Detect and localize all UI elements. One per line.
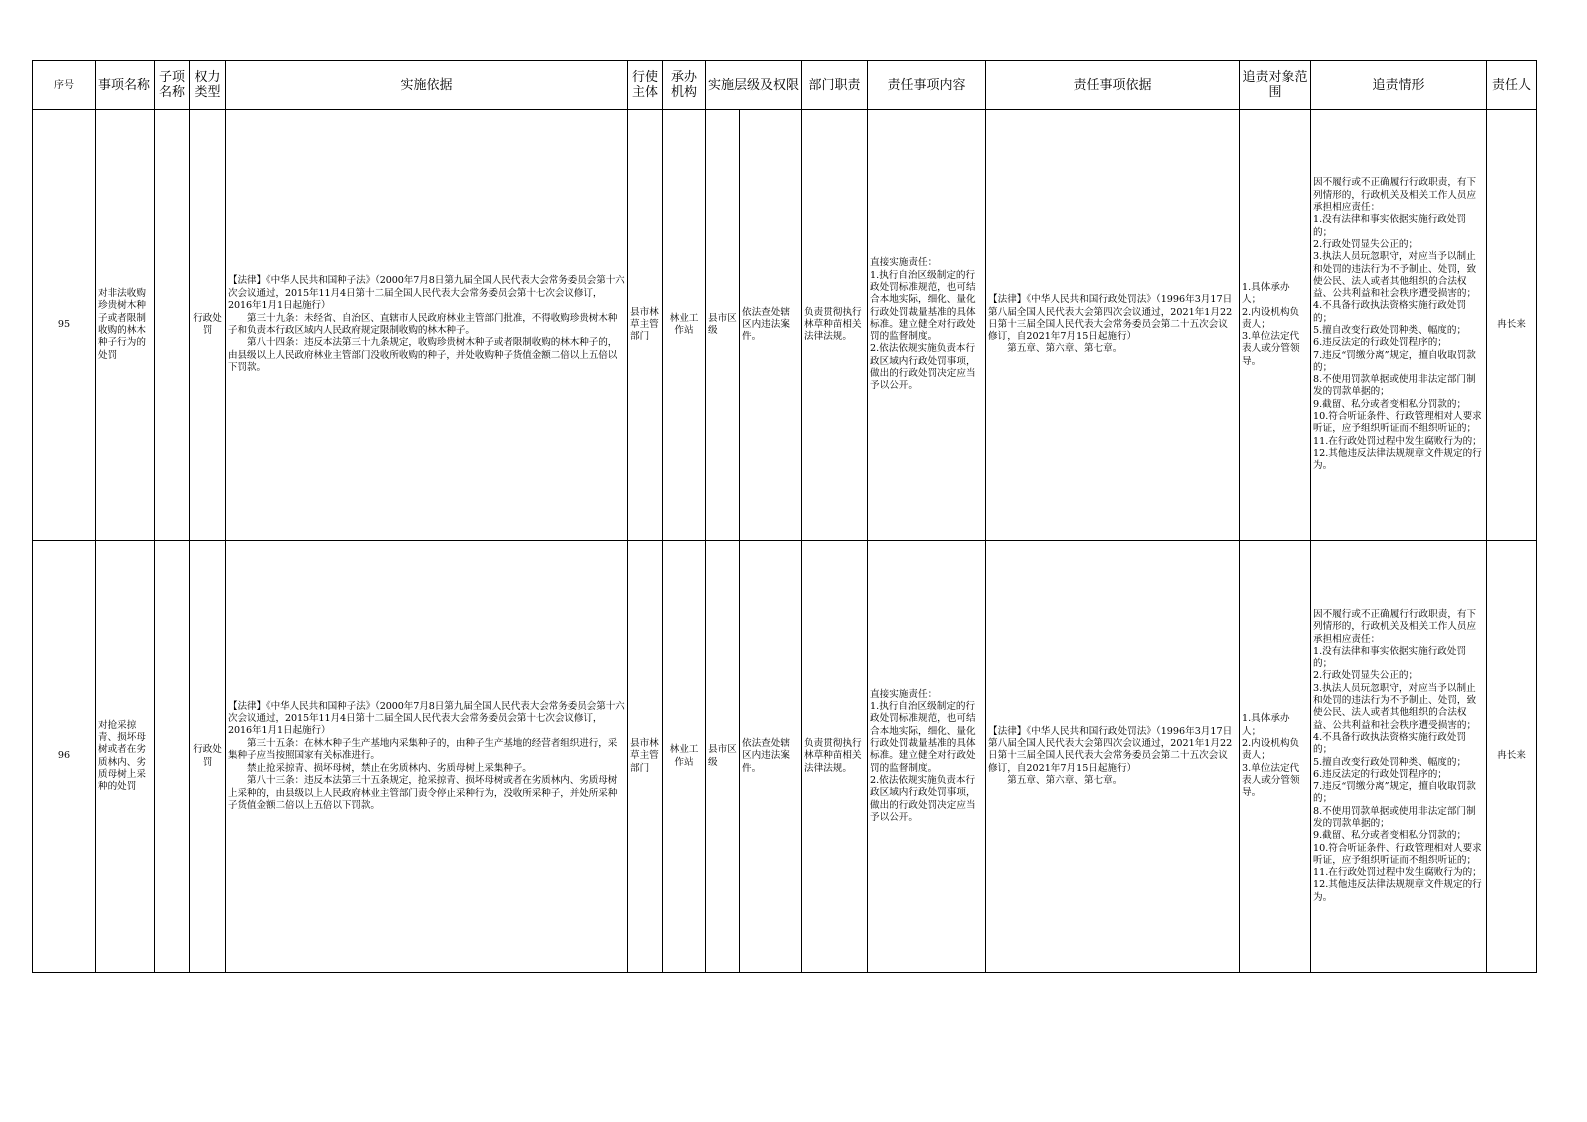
row-power-type: 行政处罚: [190, 541, 226, 973]
header-accountability: 追责情形: [1311, 61, 1487, 110]
row-accountability: 因不履行或不正确履行行政职责，有下列情形的，行政机关及相关工作人员应承担相应责任： 1.没有法律和事实依据实施行政处罚的； 2.行政处罚显失公正的； 3.执法人员玩忽职守，对应当予以制止和处罚的违法行为不予制止、处罚，致使公民、法人或者其他组织的合法权益、公共利益和社会秩序遭受损害的； 4.不具备行政执法资格实施行政处罚的； 5.擅自改变行政处罚种类、幅度的； 6.违反法定的行政处罚程序的； 7.违反“罚缴分离”规定，擅自收取罚款的； 8.不使用罚款单据或使用非法定部门制发的罚款单据的； 9.截留、私分或者变相私分罚款的； 10.符合听证条件、行政管理相对人要求听证，应予组织听证而不组织听证的； 11.在行政处罚过程中发生腐败行为的； 12.其他违反法律法规规章文件规定的行为。: [1311, 541, 1487, 973]
row-sub-item: [155, 541, 190, 973]
row-resp-basis: 【法律】《中华人民共和国行政处罚法》（1996年3月17日第八届全国人民代表大会第四次会议通过，2021年1月22日第十三届全国人民代表大会常务委员会第二十五次会议修订，自2021年7月15日起施行） 第五章、第六章、第七章。: [986, 541, 1240, 973]
row-accountable-scope: 1.具体承办人； 2.内设机构负责人； 3.单位法定代表人或分管领导。: [1240, 110, 1311, 541]
table-row: [33, 110, 1537, 541]
row-responsible-person: 冉长来: [1487, 541, 1537, 973]
header-resp-basis: 责任事项依据: [986, 61, 1240, 110]
row-subject: 县市林草主管部门: [628, 110, 663, 541]
header-resp-content: 责任事项内容: [868, 61, 986, 110]
row-resp-content: 直接实施责任： 1.执行自治区级制定的行政处罚标准规范，也可结合本地实际，细化、量化行政处罚裁量基准的具体标准。建立健全对行政处罚的监督制度。 2.依法依规实施负责本行政区域内行政处罚事项，做出的行政处罚决定应当予以公开。: [868, 110, 986, 541]
row-sub-item: [155, 110, 190, 541]
row-subject: 县市林草主管部门: [628, 541, 663, 973]
row-resp-content: 直接实施责任： 1.执行自治区级制定的行政处罚标准规范，也可结合本地实际，细化、量化行政处罚裁量基准的具体标准。建立健全对行政处罚的监督制度。 2.依法依规实施负责本行政区域内行政处罚事项，做出的行政处罚决定应当予以公开。: [868, 541, 986, 973]
table-row: [33, 541, 1537, 973]
row-agency: 林业工作站: [663, 110, 706, 541]
header-item-name: 事项名称: [96, 61, 155, 110]
header-accountable-scope: 追责对象范围: [1240, 61, 1311, 110]
row-item-name: 对抢采掠青、损坏母树或者在劣质林内、劣质母树上采种的处罚: [96, 541, 155, 973]
responsibility-table: [32, 60, 1537, 973]
row-responsible-person: 冉长来: [1487, 110, 1537, 541]
header-sub-item: 子项名称: [155, 61, 190, 110]
row-level-authority: 依法查处辖区内违法案件。: [740, 541, 802, 973]
row-power-type: 行政处罚: [190, 110, 226, 541]
header-index: 序号: [33, 61, 96, 110]
header-level: 实施层级及权限: [706, 61, 802, 110]
row-level: 县市区级: [706, 110, 740, 541]
header-agency: 承办机构: [663, 61, 706, 110]
row-agency: 林业工作站: [663, 541, 706, 973]
row-item-name: 对非法收购珍贵树木种子或者限制收购的林木种子行为的处罚: [96, 110, 155, 541]
header-row: [33, 61, 1537, 110]
row-resp-basis: 【法律】《中华人民共和国行政处罚法》（1996年3月17日第八届全国人民代表大会第四次会议通过，2021年1月22日第十三届全国人民代表大会常务委员会第二十五次会议修订，自2021年7月15日起施行） 第五章、第六章、第七章。: [986, 110, 1240, 541]
row-basis: 【法律】《中华人民共和国种子法》（2000年7月8日第九届全国人民代表大会常务委员会第十六次会议通过，2015年11月4日第十二届全国人民代表大会常务委员会第十七次会议修订，2016年1月1日起施行） 第三十九条：未经省、自治区、直辖市人民政府林业主管部门批准，不得收购珍贵树木种子和负责本行政区域内人民政府规定限制收购的林木种子。 第八十四条：违反本法第三十九条规定，收购珍贵树木种子或者限制收购的林木种子的，由县级以上人民政府林业主管部门没收所收购的种子，并处收购种子货值金额二倍以上五倍以下罚款。: [226, 110, 628, 541]
row-index: 95: [33, 110, 96, 541]
row-duty: 负责贯彻执行林草种苗相关法律法规。: [802, 110, 868, 541]
header-power-type: 权力类型: [190, 61, 226, 110]
row-accountable-scope: 1.具体承办人； 2.内设机构负责人； 3.单位法定代表人或分管领导。: [1240, 541, 1311, 973]
header-subject: 行使主体: [628, 61, 663, 110]
header-basis: 实施依据: [226, 61, 628, 110]
row-level-authority: 依法查处辖区内违法案件。: [740, 110, 802, 541]
row-index: 96: [33, 541, 96, 973]
row-accountability: 因不履行或不正确履行行政职责，有下列情形的，行政机关及相关工作人员应承担相应责任： 1.没有法律和事实依据实施行政处罚的； 2.行政处罚显失公正的； 3.执法人员玩忽职守，对应当予以制止和处罚的违法行为不予制止、处罚，致使公民、法人或者其他组织的合法权益、公共利益和社会秩序遭受损害的； 4.不具备行政执法资格实施行政处罚的； 5.擅自改变行政处罚种类、幅度的； 6.违反法定的行政处罚程序的； 7.违反“罚缴分离”规定，擅自收取罚款的； 8.不使用罚款单据或使用非法定部门制发的罚款单据的； 9.截留、私分或者变相私分罚款的； 10.符合听证条件、行政管理相对人要求听证，应予组织听证而不组织听证的； 11.在行政处罚过程中发生腐败行为的； 12.其他违反法律法规规章文件规定的行为。: [1311, 110, 1487, 541]
row-basis: 【法律】《中华人民共和国种子法》（2000年7月8日第九届全国人民代表大会常务委员会第十六次会议通过，2015年11月4日第十二届全国人民代表大会常务委员会第十七次会议修订，2016年1月1日起施行） 第三十五条：在林木种子生产基地内采集种子的，由种子生产基地的经营者组织进行，采集种子应当按照国家有关标准进行。 禁止抢采掠青、损坏母树，禁止在劣质林内、劣质母树上采集种子。 第八十三条：违反本法第三十五条规定，抢采掠青、损坏母树或者在劣质林内、劣质母树上采种的，由县级以上人民政府林业主管部门责令停止采种行为，没收所采种子，并处所采种子货值金额二倍以上五倍以下罚款。: [226, 541, 628, 973]
row-duty: 负责贯彻执行林草种苗相关法律法规。: [802, 541, 868, 973]
header-responsible-person: 责任人: [1487, 61, 1537, 110]
row-level: 县市区级: [706, 541, 740, 973]
header-duty: 部门职责: [802, 61, 868, 110]
